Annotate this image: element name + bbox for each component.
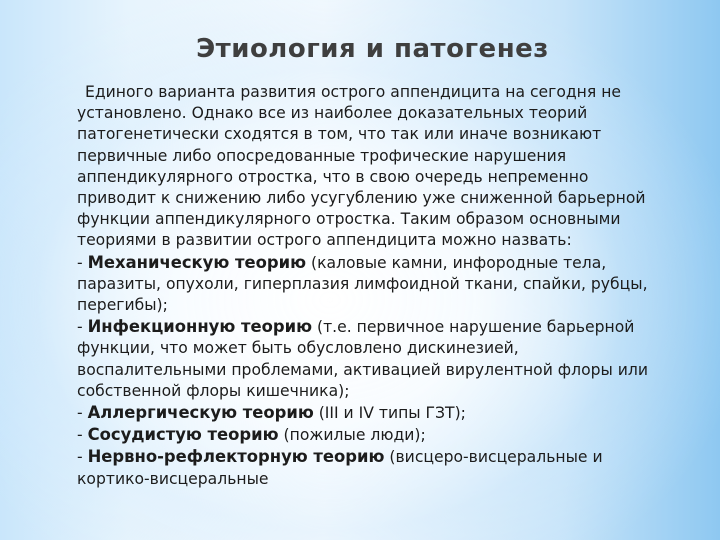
theory-term: Нервно-рефлекторную теорию: [87, 447, 385, 467]
theory-description: (пожилые люди);: [278, 426, 426, 445]
theory-term: Аллергическую теорию: [87, 403, 314, 423]
theory-description: (III и IV типы ГЗТ);: [313, 404, 466, 423]
theory-term: Инфекционную теорию: [87, 317, 313, 337]
theory-item-mechanical: [77, 252, 667, 317]
theory-item-allergic: [77, 402, 667, 424]
intro-paragraph: Единого варианта развития острого аппендицита на сегодня не установлено. Однако все из наиболее доказательных теорий патогенетически сходятся в том, что так или иначе возникают первичные либо опосредованные трофические нарушения аппендикулярного отростка, что в свою очередь непременно приводит к снижению либо усугублению уже сниженной барьерной функции аппендикулярного отростка. Таким образом основными теориями в развитии острого аппендицита можно назвать:: [77, 83, 646, 250]
slide-title: Этиология и патогенез: [196, 34, 549, 64]
theory-dash: -: [77, 253, 88, 272]
theory-description: (каловые камни, инфородные тела, паразиты, опухоли, гиперплазия лимфоидной ткани, спайки, рубцы, перегибы);: [77, 253, 648, 315]
theory-dash: -: [77, 404, 88, 423]
theory-item-vascular: [77, 424, 667, 446]
theory-item-infectious: [77, 316, 667, 402]
theory-dash: -: [77, 426, 88, 445]
theory-dash: -: [77, 318, 88, 337]
theory-description: (висцеро-висцеральные и кортико-висцеральные: [77, 448, 603, 488]
theory-dash: -: [77, 448, 88, 467]
theory-description: (т.е. первичное нарушение барьерной функции, что может быть обусловлено дискинезией, воспалительными проблемами, активацией вирулентной флоры или собственной флоры кишечника);: [77, 318, 649, 400]
theory-item-neuroreflex: [77, 446, 667, 489]
slide-body: [77, 82, 667, 490]
theory-term: Сосудистую теорию: [87, 425, 279, 445]
theory-term: Механическую теорию: [87, 252, 307, 272]
